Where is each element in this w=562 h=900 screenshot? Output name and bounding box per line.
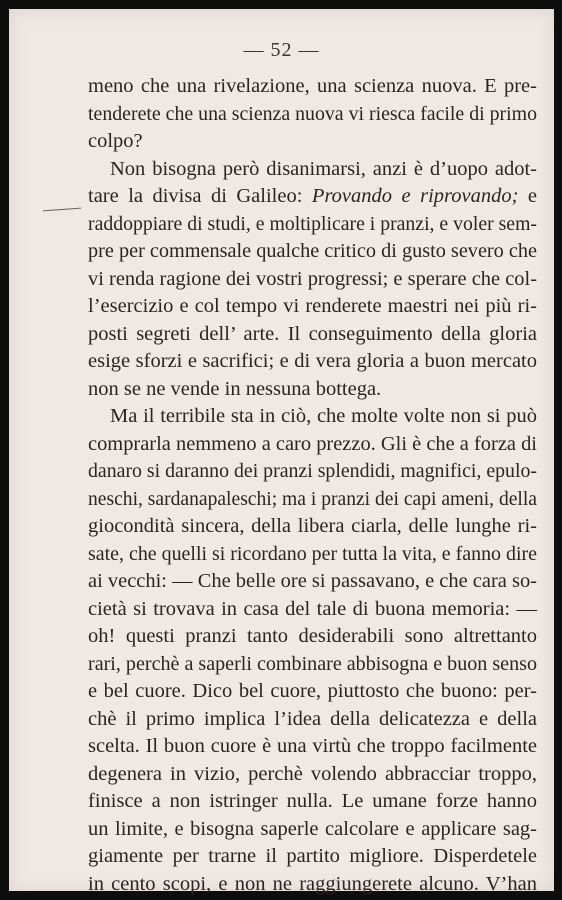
- text-line: giocondità sincera, della libera ciarla, delle lunghe ri-: [88, 515, 537, 537]
- text-line: Ma il terribile sta in ciò, che molte volte non si può: [110, 405, 537, 427]
- galileo-motto: Provando e riprovando;: [311, 185, 519, 207]
- text-line: neschi, sardanapaleschi; ma i pranzi dei capi ameni, della: [88, 487, 537, 510]
- text-line: scelta. Il buon cuore è una virtù che troppo facilmente: [88, 735, 537, 757]
- body-text: [88, 73, 537, 898]
- book-page: [9, 9, 554, 895]
- text-line: rari, perchè a saperli combinare abbisogna e buon senso: [88, 652, 537, 675]
- text-line: ai vecchi: — Che belle ore si passavano, e che cara so-: [88, 570, 537, 592]
- text-line: un limite, e bisogna saperle calcolare e applicare sag-: [88, 817, 537, 840]
- text-line: degenera in vizio, perchè volendo abbracciar troppo,: [88, 762, 537, 785]
- text-line: giamente per trarne il partito migliore. Disperdetele: [88, 845, 537, 867]
- text-line: chè il primo implica l’idea della delicatezza e della: [88, 707, 537, 730]
- text-line: raddoppiare di studi, e moltiplicare i pranzi, e voler sem-: [88, 212, 537, 235]
- text-line: non se ne vende in nessuna bottega.: [88, 377, 382, 400]
- text-line-with-quote: [88, 183, 537, 211]
- text-line: cietà si trovava in casa del tale di buona memoria: —: [88, 597, 537, 620]
- text-line: esige sforzi e sacrifici; e di vera gloria a buon mercato: [88, 350, 537, 372]
- text-line: finisce a non istringer nulla. Le umane forze hanno: [88, 790, 537, 812]
- text-line: pre per commensale qualche critico di gusto severo che: [88, 240, 537, 262]
- text-line: colpo?: [88, 130, 143, 152]
- text-line: vi renda ragione dei vostri progressi; e sperare che col-: [88, 267, 537, 290]
- text-line: Non bisogna però disanimarsi, anzi è d’uopo adot-: [110, 157, 537, 180]
- text-fragment: tare la divisa di Galileo:: [88, 185, 303, 207]
- text-fragment: e: [527, 185, 538, 207]
- page-number: — 52 —: [243, 39, 320, 61]
- text-line: meno che una rivelazione, una scienza nuova. E pre-: [88, 75, 537, 97]
- text-line: danaro si daranno dei pranzi splendidi, magnifici, epulo-: [88, 460, 537, 482]
- text-line: sate, che quelli si ricordano per tutta la vita, e fanno dire: [88, 542, 537, 565]
- text-line: tenderete che una scienza nuova vi riesca facile di primo: [88, 102, 537, 125]
- text-line: oh! questi pranzi tanto desiderabili sono altrettanto: [88, 625, 537, 647]
- text-line: e bel cuore. Dico bel cuore, piuttosto che buono: per-: [88, 680, 537, 702]
- text-line: in cento scopi, e non ne raggiungerete alcuno. V’han: [88, 872, 537, 895]
- text-line: l’esercizio e col tempo vi renderete maestri nei più ri-: [88, 295, 537, 317]
- margin-pencil-mark: [43, 208, 81, 212]
- text-line: comprarla nemmeno a caro prezzo. Gli è che a forza di: [88, 432, 537, 455]
- text-line: posti segreti dell’ arte. Il conseguimento della gloria: [88, 322, 537, 345]
